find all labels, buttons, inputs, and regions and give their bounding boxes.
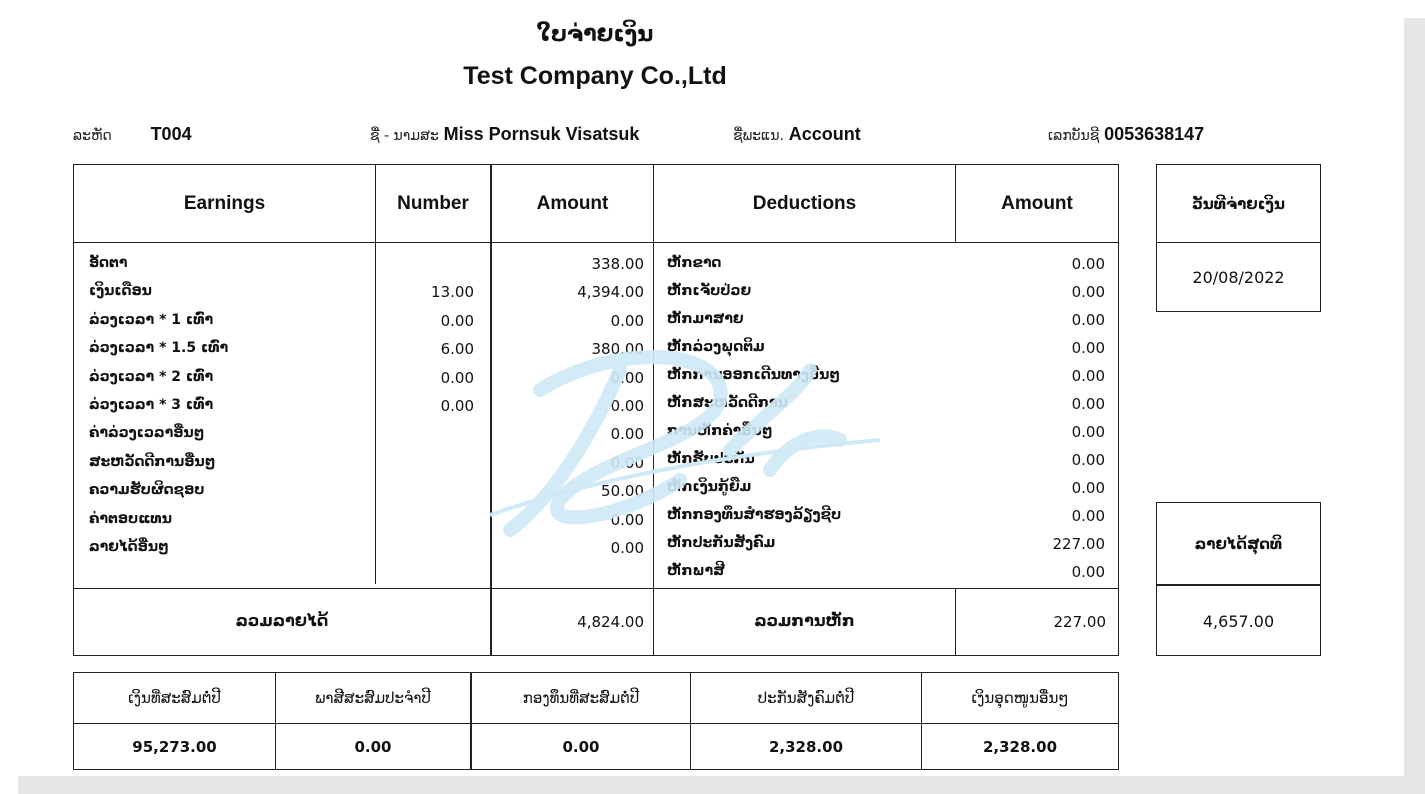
earning-number: 13.00 [431, 283, 474, 301]
total-income-label: ລວມລາຍໄດ້ [235, 611, 329, 630]
earning-amount: 4,394.00 [577, 283, 644, 301]
total-income-value: 4,824.00 [577, 613, 644, 631]
pay-date-label: ວັນທີຈ່າຍເງິນ [1192, 194, 1285, 213]
earning-label: ລ່ວງເວລາ * 1.5 ເທົ່າ [89, 340, 229, 356]
earning-label: ລ່ວງເວລາ * 2 ເທົ່າ [89, 369, 214, 385]
header-divider [74, 242, 1118, 243]
summary-value-accumulated-fund: 0.00 [562, 737, 600, 756]
deduction-amount: 0.00 [1071, 563, 1105, 581]
earning-number: 6.00 [440, 340, 474, 358]
summary-value-social-security: 2,328.00 [768, 737, 844, 756]
header-number: Number [397, 192, 469, 214]
total-deduction-label: ລວມການຫັກ [754, 611, 855, 630]
employee-code [73, 124, 192, 145]
summary-label-social-security: ປະກັນສັງຄົມຕໍ່ປີ [757, 689, 855, 707]
employee-department [733, 124, 861, 145]
summary-value-other-subsidy: 2,328.00 [982, 737, 1058, 756]
earning-number: 0.00 [440, 369, 474, 387]
header-earnings: Earnings [183, 192, 266, 214]
earning-label: ຄ່າລ່ວງເວລາອື່ນໆ [89, 425, 205, 441]
header-amount: Amount [536, 192, 609, 214]
annual-summary-table [73, 672, 1119, 770]
employee-account [1048, 124, 1204, 145]
summary-value-accumulated-tax: 0.00 [354, 737, 392, 756]
deduction-label: ຫັກມາສາຍ [667, 311, 744, 327]
summary-label-other-subsidy: ເງິນອຸດໜູນອື່ນໆ [971, 689, 1069, 707]
earning-amount: 380.00 [591, 340, 644, 358]
deduction-label: ຫັກເຈັບປ່ວຍ [667, 283, 752, 299]
net-income-label: ລາຍໄດ້ສຸດທິ [1194, 535, 1283, 553]
deduction-amount: 0.00 [1071, 283, 1105, 301]
deduction-amount: 0.00 [1071, 255, 1105, 273]
deduction-amount: 0.00 [1071, 423, 1105, 441]
deduction-label: ຫັກກອງທຶນສໍາຮອງລ້ຽງຊີບ [667, 507, 842, 523]
summary-label-accumulated-income: ເງິນທີ່ສະສົມຕໍ່ປີ [128, 689, 221, 707]
earnings-deductions-table [73, 164, 1119, 656]
summary-label-accumulated-tax: ພາສີສະສົມປະຈໍາປີ [315, 689, 431, 707]
deduction-label: ຫັກປະກັນສັງຄົມ [667, 535, 776, 551]
earning-amount: 0.00 [610, 425, 644, 443]
earning-label: ລ່ວງເວລາ * 3 ເທົ່າ [89, 397, 214, 413]
earning-label: ລ່ວງເວລາ * 1 ເທົ່າ [89, 312, 214, 328]
deduction-amount: 0.00 [1071, 367, 1105, 385]
deduction-amount: 0.00 [1071, 311, 1105, 329]
earning-amount: 0.00 [610, 454, 644, 472]
department-value: Account [788, 124, 861, 144]
earning-amount: 0.00 [610, 539, 644, 557]
document-title: ໃບຈ່າຍເງິນ [536, 22, 654, 47]
header-deduction-amount: Amount [1001, 192, 1073, 214]
deduction-label: ຫັກຂາດ [667, 255, 722, 271]
header-deductions: Deductions [752, 192, 857, 214]
earning-number: 0.00 [440, 397, 474, 415]
earning-label: ເງິນເດືອນ [89, 283, 152, 299]
net-income-value: 4,657.00 [1202, 611, 1275, 631]
earning-label: ສະຫວັດດີການອື່ນໆ [89, 454, 216, 470]
totals-divider [74, 588, 1118, 589]
deduction-label: ຫັກພາສີ [667, 563, 725, 579]
pay-date-value: 20/08/2022 [1192, 267, 1285, 287]
deduction-amount: 0.00 [1071, 451, 1105, 469]
deduction-amount: 0.00 [1071, 479, 1105, 497]
page-shadow-right [1404, 18, 1425, 794]
earning-amount: 0.00 [610, 511, 644, 529]
employee-name-value: Miss Pornsuk Visatsuk [443, 124, 640, 144]
deduction-amount: 227.00 [1052, 535, 1105, 553]
deduction-label: ຫັກເງິນກູ້ຍືມ [667, 479, 752, 495]
page-shadow-bottom [18, 776, 1425, 794]
company-name: Test Company Co.,Ltd [463, 62, 727, 90]
account-label: ເລກບັນຊີ [1048, 128, 1100, 144]
total-deduction-value: 227.00 [1053, 613, 1106, 631]
earning-amount: 0.00 [610, 369, 644, 387]
deduction-label: ຫັກສະຫວັດດີການ [667, 395, 788, 411]
deduction-label: ການຫັກຄ່າອື່ນໆ [667, 423, 773, 439]
department-label: ຊື່ພະແນ. [733, 128, 784, 144]
summary-label-accumulated-fund: ກອງທຶນທີ່ສະສົມຕໍ່ປີ [522, 689, 640, 707]
account-value: 0053638147 [1104, 124, 1205, 144]
employee-code-label: ລະຫັດ [73, 128, 112, 144]
earning-label: ລາຍໄດ້ອື່ນໆ [89, 539, 169, 555]
deduction-amount: 0.00 [1071, 339, 1105, 357]
employee-name-label: ຊື່ - ນາມສະ [370, 128, 439, 144]
summary-value-accumulated-income: 95,273.00 [132, 737, 217, 756]
earning-number: 0.00 [440, 312, 474, 330]
deduction-label: ຫັກການອອກເດີນທາງອື່ນໆ [667, 367, 840, 383]
pay-date-box [1156, 164, 1321, 312]
deduction-amount: 0.00 [1071, 395, 1105, 413]
deduction-label: ຫັກຮັບປະກັນ [667, 451, 755, 467]
earning-amount: 338.00 [591, 255, 644, 273]
employee-name [370, 124, 639, 145]
earning-label: ອັດຕາ [89, 255, 128, 271]
earning-amount: 0.00 [610, 312, 644, 330]
earning-label: ຄ່າຕອບແທນ [89, 511, 172, 527]
net-income-box [1156, 502, 1321, 656]
col-divider-4-bottom [955, 588, 956, 655]
earning-amount: 50.00 [601, 482, 644, 500]
deduction-label: ຫັກລ່ວງພຸດຕິມ [667, 339, 765, 355]
earning-amount: 0.00 [610, 397, 644, 415]
earning-label: ຄວາມຮັບຜິດຊອບ [89, 482, 205, 498]
deduction-amount: 0.00 [1071, 507, 1105, 525]
employee-code-value: T004 [150, 124, 192, 144]
